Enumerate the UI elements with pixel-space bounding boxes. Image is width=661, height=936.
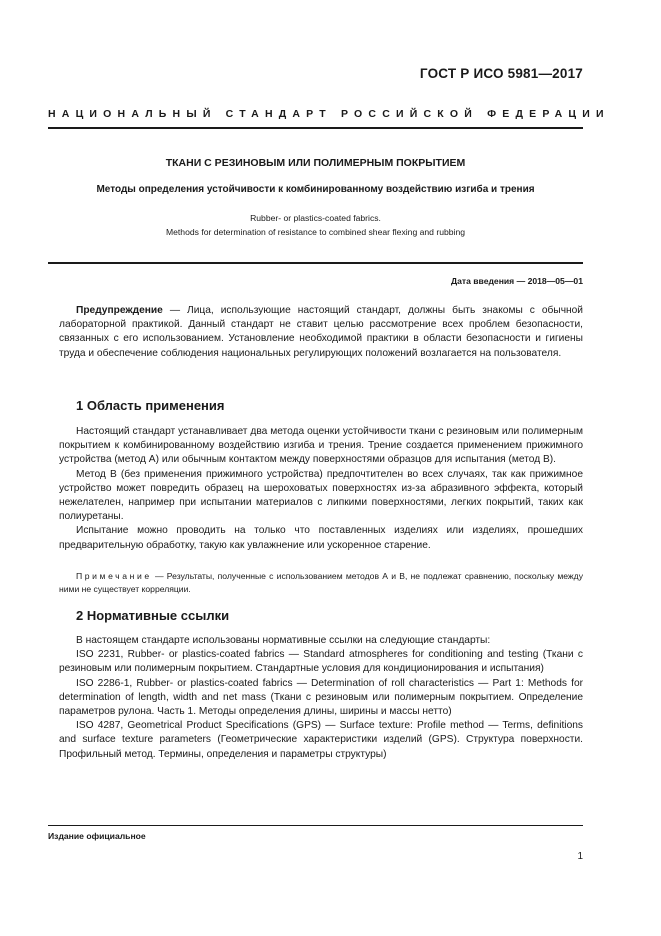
note-paragraph bbox=[59, 570, 583, 595]
section2-reference-iso2231: ISO 2231, Rubber- or plastics-coated fabrics — Standard atmospheres for conditioning and testing (Ткани с резиновым или полимерным покрытием. Стандартные условия для кондиционирования и испытания) bbox=[59, 649, 583, 675]
introduction-date: Дата введения — 2018—05—01 bbox=[450, 276, 583, 286]
standard-number: ГОСТ Р ИСО 5981—2017 bbox=[419, 66, 583, 81]
section2-reference-iso2286: ISO 2286-1, Rubber- or plastics-coated fabrics — Determination of roll characteristics — Part 1: Methods for determination of length, width and net mass (Ткани с резиновым или полимерным покрытием. Определение параметров рулона. Часть 1. Методы определения длины, ширины и массы нетто) bbox=[59, 677, 583, 718]
section2-reference-iso4287: ISO 4287, Geometrical Product Specifications (GPS) — Surface texture: Profile method — Terms, definitions and surface texture parameters (Геометрические характеристики изделий (GPS). Структура поверхности. Профильный метод. Термины, определения и параметры структуры) bbox=[59, 720, 583, 760]
note-label: Примечание bbox=[76, 571, 152, 581]
english-title-line2: Methods for determination of resistance to combined shear flexing and rubbing bbox=[165, 227, 466, 237]
section2-body bbox=[59, 634, 583, 762]
note-text: — Результаты, полученные с использованием методов А и В, не подлежат сравнению, поскольку между ними не существует корреляции. bbox=[59, 571, 583, 594]
section1-body bbox=[59, 425, 583, 553]
warning-text: — Лица, использующие настоящий стандарт, должны быть знакомы с обычной лабораторной практикой. Данный стандарт не ставит целью рассмотрение всех проблем безопасности, связанных с его использованием. Установление необходимой практики в области безопасности и гигиены труда и обеспечение соблюдения национальных регулирующих положений возлагается на пользователя. bbox=[59, 305, 583, 359]
section1-paragraph3: Испытание можно проводить на только что поставленных изделиях или изделиях, прошедших предварительную обработку, такую как увлажнение или ускоренное старение. bbox=[59, 525, 583, 551]
warning-label: Предупреждение bbox=[76, 305, 163, 316]
warning-paragraph bbox=[59, 304, 583, 361]
middle-divider bbox=[48, 262, 583, 264]
official-edition-label: Издание официальное bbox=[48, 831, 146, 841]
section2-paragraph1: В настоящем стандарте использованы нормативные ссылки на следующие стандарты: bbox=[76, 635, 491, 646]
document-title: ТКАНИ С РЕЗИНОВЫМ ИЛИ ПОЛИМЕРНЫМ ПОКРЫТИЕМ bbox=[165, 157, 466, 169]
section1-paragraph2: Метод В (без применения прижимного устройства) предпочтителен во всех случаях, так как прижимное устройство может повредить образец на шероховатых поверхностях из-за абразивного эффекта, который нежелателен, например при испытании материалов с липкими поверхностями, легких покрытий, таких как полиуретаны. bbox=[59, 468, 583, 523]
section1-heading: 1 Область применения bbox=[76, 398, 225, 413]
english-title bbox=[48, 211, 583, 239]
section2-heading: 2 Нормативные ссылки bbox=[76, 608, 230, 623]
page-number: 1 bbox=[577, 851, 583, 862]
section1-paragraph1: Настоящий стандарт устанавливает два метода оценки устойчивости ткани с резиновым или полимерным покрытием к комбинированному воздействию изгиба и трения. Трение создается применением прижимного устройства (метод А) или обычным контактом между поверхностями образцов для испытания (метод В). bbox=[59, 426, 583, 466]
top-divider bbox=[48, 127, 583, 129]
document-subtitle: Методы определения устойчивости к комбинированному воздействию изгиба и трения bbox=[96, 184, 535, 195]
english-title-line1: Rubber- or plastics-coated fabrics. bbox=[250, 213, 381, 223]
footer-divider bbox=[48, 825, 583, 826]
warning-block bbox=[59, 304, 583, 361]
national-standard-heading: НАЦИОНАЛЬНЫЙ СТАНДАРТ РОССИЙСКОЙ ФЕДЕРАЦИИ bbox=[48, 108, 610, 120]
section1-note bbox=[59, 570, 583, 595]
